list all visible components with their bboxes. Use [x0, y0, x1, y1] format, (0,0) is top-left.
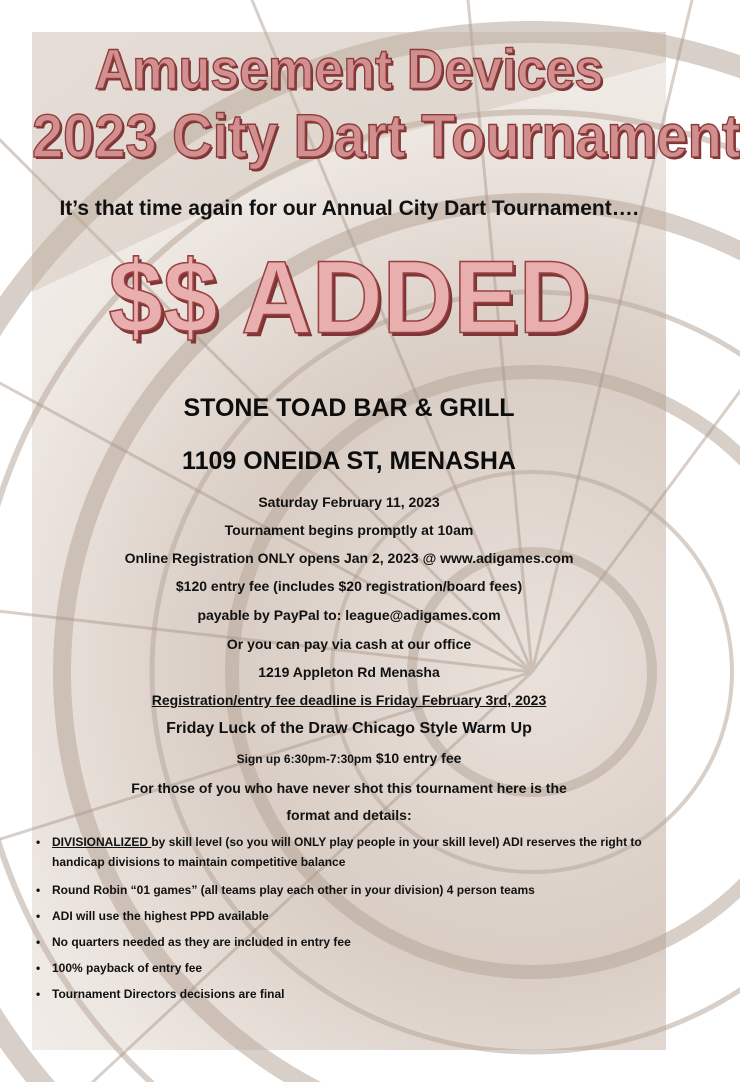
office-address: 1219 Appleton Rd Menasha: [258, 664, 440, 680]
bullet-icon: •: [36, 883, 41, 897]
bullet-text: by skill level (so you will ONLY play people in your skill level) ADI reserves the right to handicap divisions to maintain competitive balance: [52, 835, 642, 869]
flyer-content: [32, 32, 740, 1050]
divisionalized-label: DIVISIONALIZED: [52, 835, 152, 849]
venue-address: 1109 ONEIDA ST, MENASHA: [182, 447, 516, 475]
cash-payment-info: Or you can pay via cash at our office: [226, 636, 472, 652]
start-time: Tournament begins promptly at 10am: [224, 522, 474, 538]
bullet-icon: •: [36, 935, 41, 949]
warmup-signup: [32, 750, 666, 766]
entry-fee: $120 entry fee (includes $20 registration/board fees): [175, 578, 523, 594]
venue-name: STONE TOAD BAR & GRILL: [183, 394, 515, 422]
bullet-text: Tournament Directors decisions are final: [52, 987, 285, 1001]
bullet-text: No quarters needed as they are included in entry fee: [52, 935, 351, 949]
warmup-event: Friday Luck of the Draw Chicago Style Warm Up: [166, 720, 532, 737]
intro-line-2: format and details:: [286, 807, 412, 823]
bullet-icon: •: [36, 961, 41, 975]
bullet-text: ADI will use the highest PPD available: [52, 909, 269, 923]
bullet-text: 100% payback of entry fee: [52, 961, 203, 975]
registration-deadline: Registration/entry fee deadline is Friday February 3rd, 2023: [151, 692, 547, 708]
event-date: Saturday February 11, 2023: [258, 494, 440, 510]
money-added-banner: $$ ADDED: [108, 239, 590, 355]
paypal-info: payable by PayPal to: league@adigames.com: [197, 607, 501, 623]
title-line-1: Amusement Devices: [94, 38, 604, 102]
title-line-2: 2023 City Dart Tournament: [32, 100, 740, 171]
tagline: It’s that time again for our Annual City Dart Tournament….: [59, 197, 639, 220]
registration-info: Online Registration ONLY opens Jan 2, 2023 @ www.adigames.com: [124, 550, 574, 566]
signup-fee: $10 entry fee: [375, 750, 462, 766]
intro-line-1: For those of you who have never shot this tournament here is the: [131, 780, 567, 796]
list-item: [32, 832, 654, 872]
bullet-icon: •: [36, 909, 41, 923]
tournament-flyer: [32, 32, 740, 1050]
bullet-icon: •: [36, 835, 41, 849]
signup-time: Sign up 6:30pm-7:30pm: [236, 752, 372, 766]
bullet-text: Round Robin “01 games” (all teams play each other in your division) 4 person teams: [52, 883, 535, 897]
bullet-icon: •: [36, 987, 41, 1001]
